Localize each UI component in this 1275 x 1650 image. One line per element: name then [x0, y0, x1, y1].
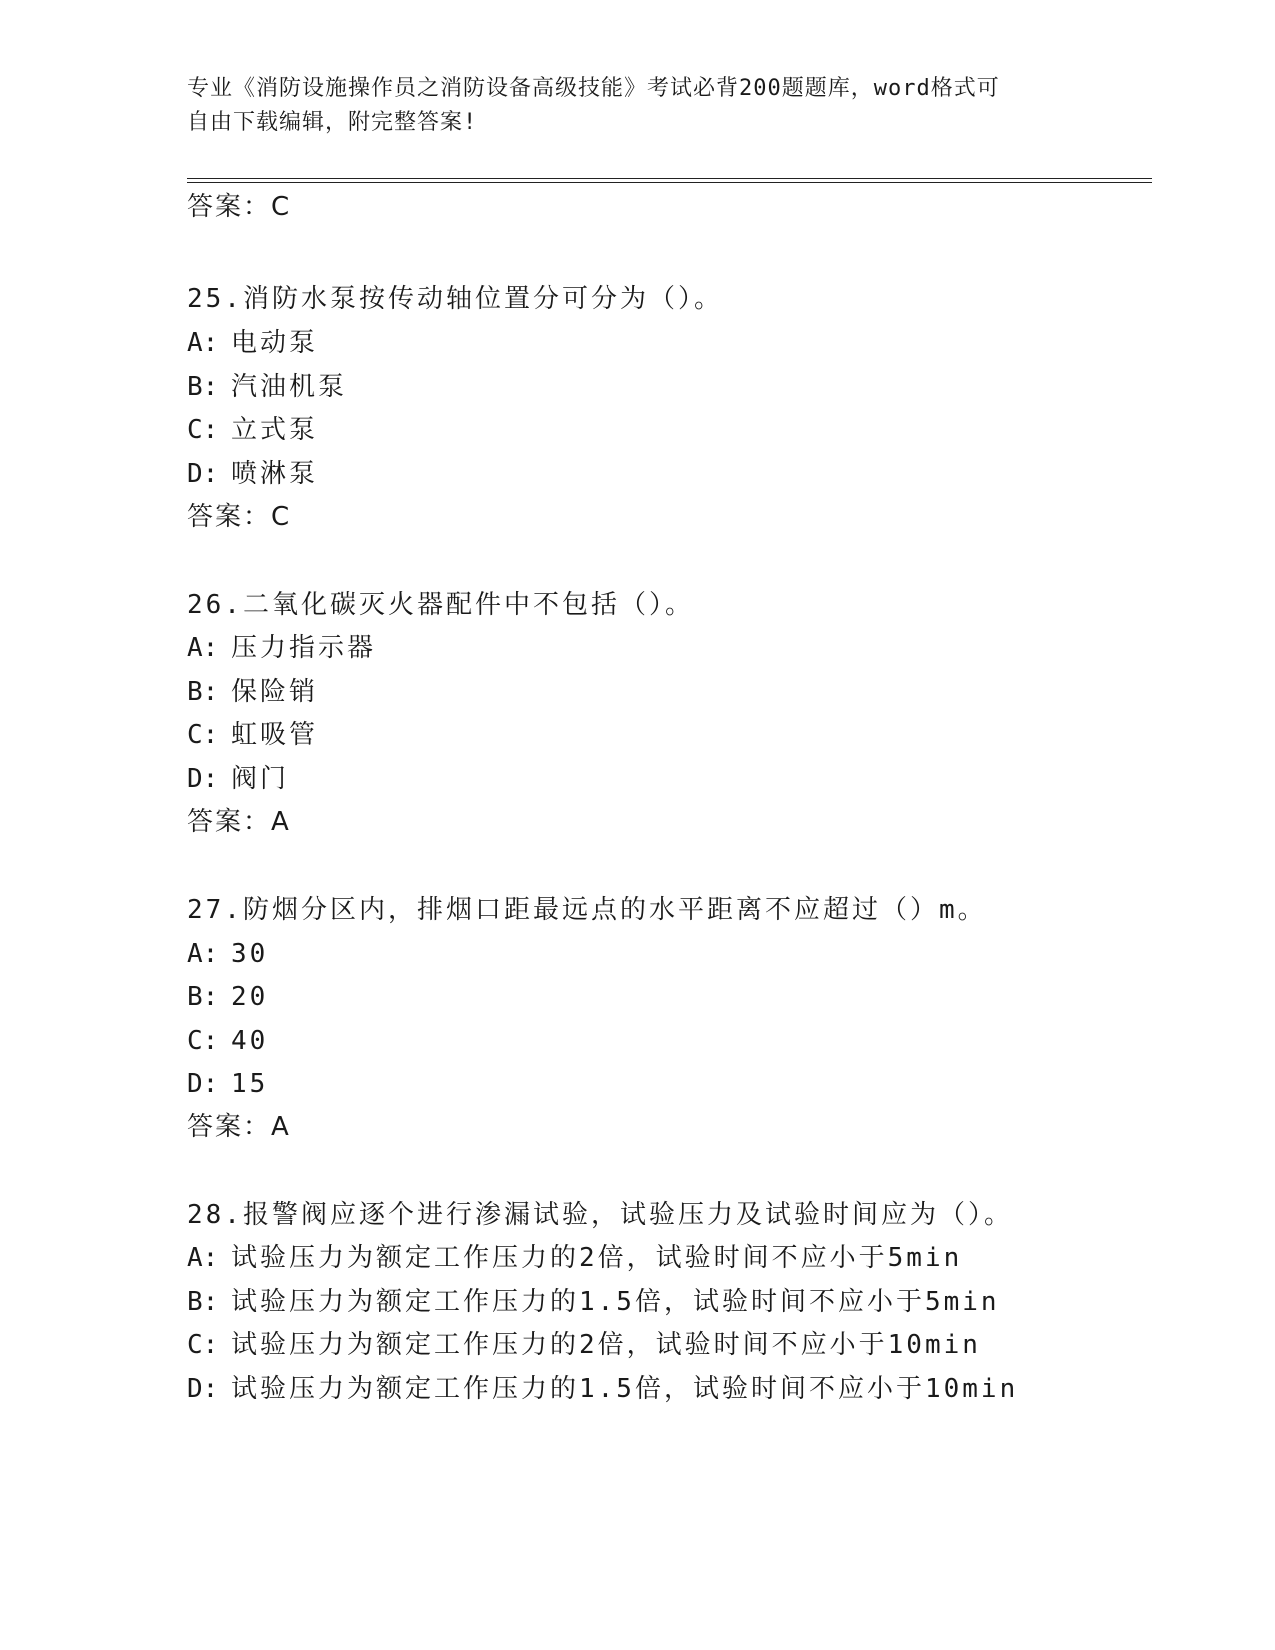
option-text: 汽油机泵 [231, 372, 348, 402]
option-text: 试验压力为额定工作压力的1.5倍，试验时间不应小于10min [231, 1374, 1019, 1404]
option-text: 30 [231, 939, 269, 969]
option-key: D: [187, 1374, 219, 1404]
question-26-option-d [187, 762, 289, 796]
option-key: D: [187, 1069, 219, 1099]
header-divider-top [187, 178, 1152, 179]
question-25-option-b [187, 370, 347, 404]
question-28-option-b [187, 1285, 1000, 1319]
header-line-1: 专业《消防设施操作员之消防设备高级技能》考试必背200题题库，word格式可 [187, 76, 1000, 101]
question-28-option-c [187, 1328, 981, 1362]
option-text: 压力指示器 [231, 633, 377, 663]
question-28-stem: 28.报警阀应逐个进行渗漏试验，试验压力及试验时间应为（）。 [187, 1200, 1013, 1230]
question-28-option-a [187, 1241, 962, 1275]
option-key: B: [187, 372, 219, 402]
question-26-option-b [187, 675, 318, 709]
question-26-answer: 答案：A [187, 807, 291, 837]
option-text: 虹吸管 [231, 720, 319, 750]
option-key: A: [187, 633, 219, 663]
option-text: 喷淋泵 [231, 459, 319, 489]
question-27-option-b [187, 980, 268, 1014]
document-header [187, 72, 1087, 140]
option-key: C: [187, 720, 219, 750]
question-27-answer: 答案：A [187, 1112, 291, 1142]
option-key: D: [187, 764, 219, 794]
question-27-stem: 27.防烟分区内，排烟口距最远点的水平距离不应超过（）m。 [187, 895, 987, 925]
option-text: 立式泵 [231, 415, 319, 445]
question-27-option-d [187, 1067, 268, 1101]
option-key: C: [187, 1026, 219, 1056]
question-28-option-d [187, 1372, 1018, 1406]
option-text: 试验压力为额定工作压力的2倍，试验时间不应小于10min [231, 1330, 981, 1360]
option-key: B: [187, 677, 219, 707]
option-text: 试验压力为额定工作压力的1.5倍，试验时间不应小于5min [231, 1287, 1000, 1317]
question-25-option-c [187, 413, 318, 447]
option-key: B: [187, 982, 219, 1012]
question-26-option-c [187, 718, 318, 752]
header-divider-bottom [187, 182, 1152, 183]
question-26-option-a [187, 631, 376, 665]
question-25-option-d [187, 457, 318, 491]
question-25-option-a [187, 326, 318, 360]
option-text: 试验压力为额定工作压力的2倍，试验时间不应小于5min [231, 1243, 963, 1273]
option-key: C: [187, 415, 219, 445]
option-text: 电动泵 [231, 328, 319, 358]
option-key: A: [187, 939, 219, 969]
question-26-stem: 26.二氧化碳灭火器配件中不包括（）。 [187, 590, 694, 620]
option-text: 阀门 [231, 764, 290, 794]
option-text: 保险销 [231, 677, 319, 707]
question-25-answer: 答案：C [187, 502, 292, 532]
header-line-2: 自由下载编辑，附完整答案! [187, 110, 478, 135]
question-27-option-a [187, 937, 268, 971]
option-text: 15 [231, 1069, 269, 1099]
option-key: A: [187, 328, 219, 358]
previous-answer: 答案：C [187, 192, 292, 222]
option-key: B: [187, 1287, 219, 1317]
option-key: C: [187, 1330, 219, 1360]
option-key: A: [187, 1243, 219, 1273]
question-27-option-c [187, 1024, 268, 1058]
question-25-stem: 25.消防水泵按传动轴位置分可分为（）。 [187, 284, 723, 314]
option-text: 40 [231, 1026, 269, 1056]
option-key: D: [187, 459, 219, 489]
option-text: 20 [231, 982, 269, 1012]
